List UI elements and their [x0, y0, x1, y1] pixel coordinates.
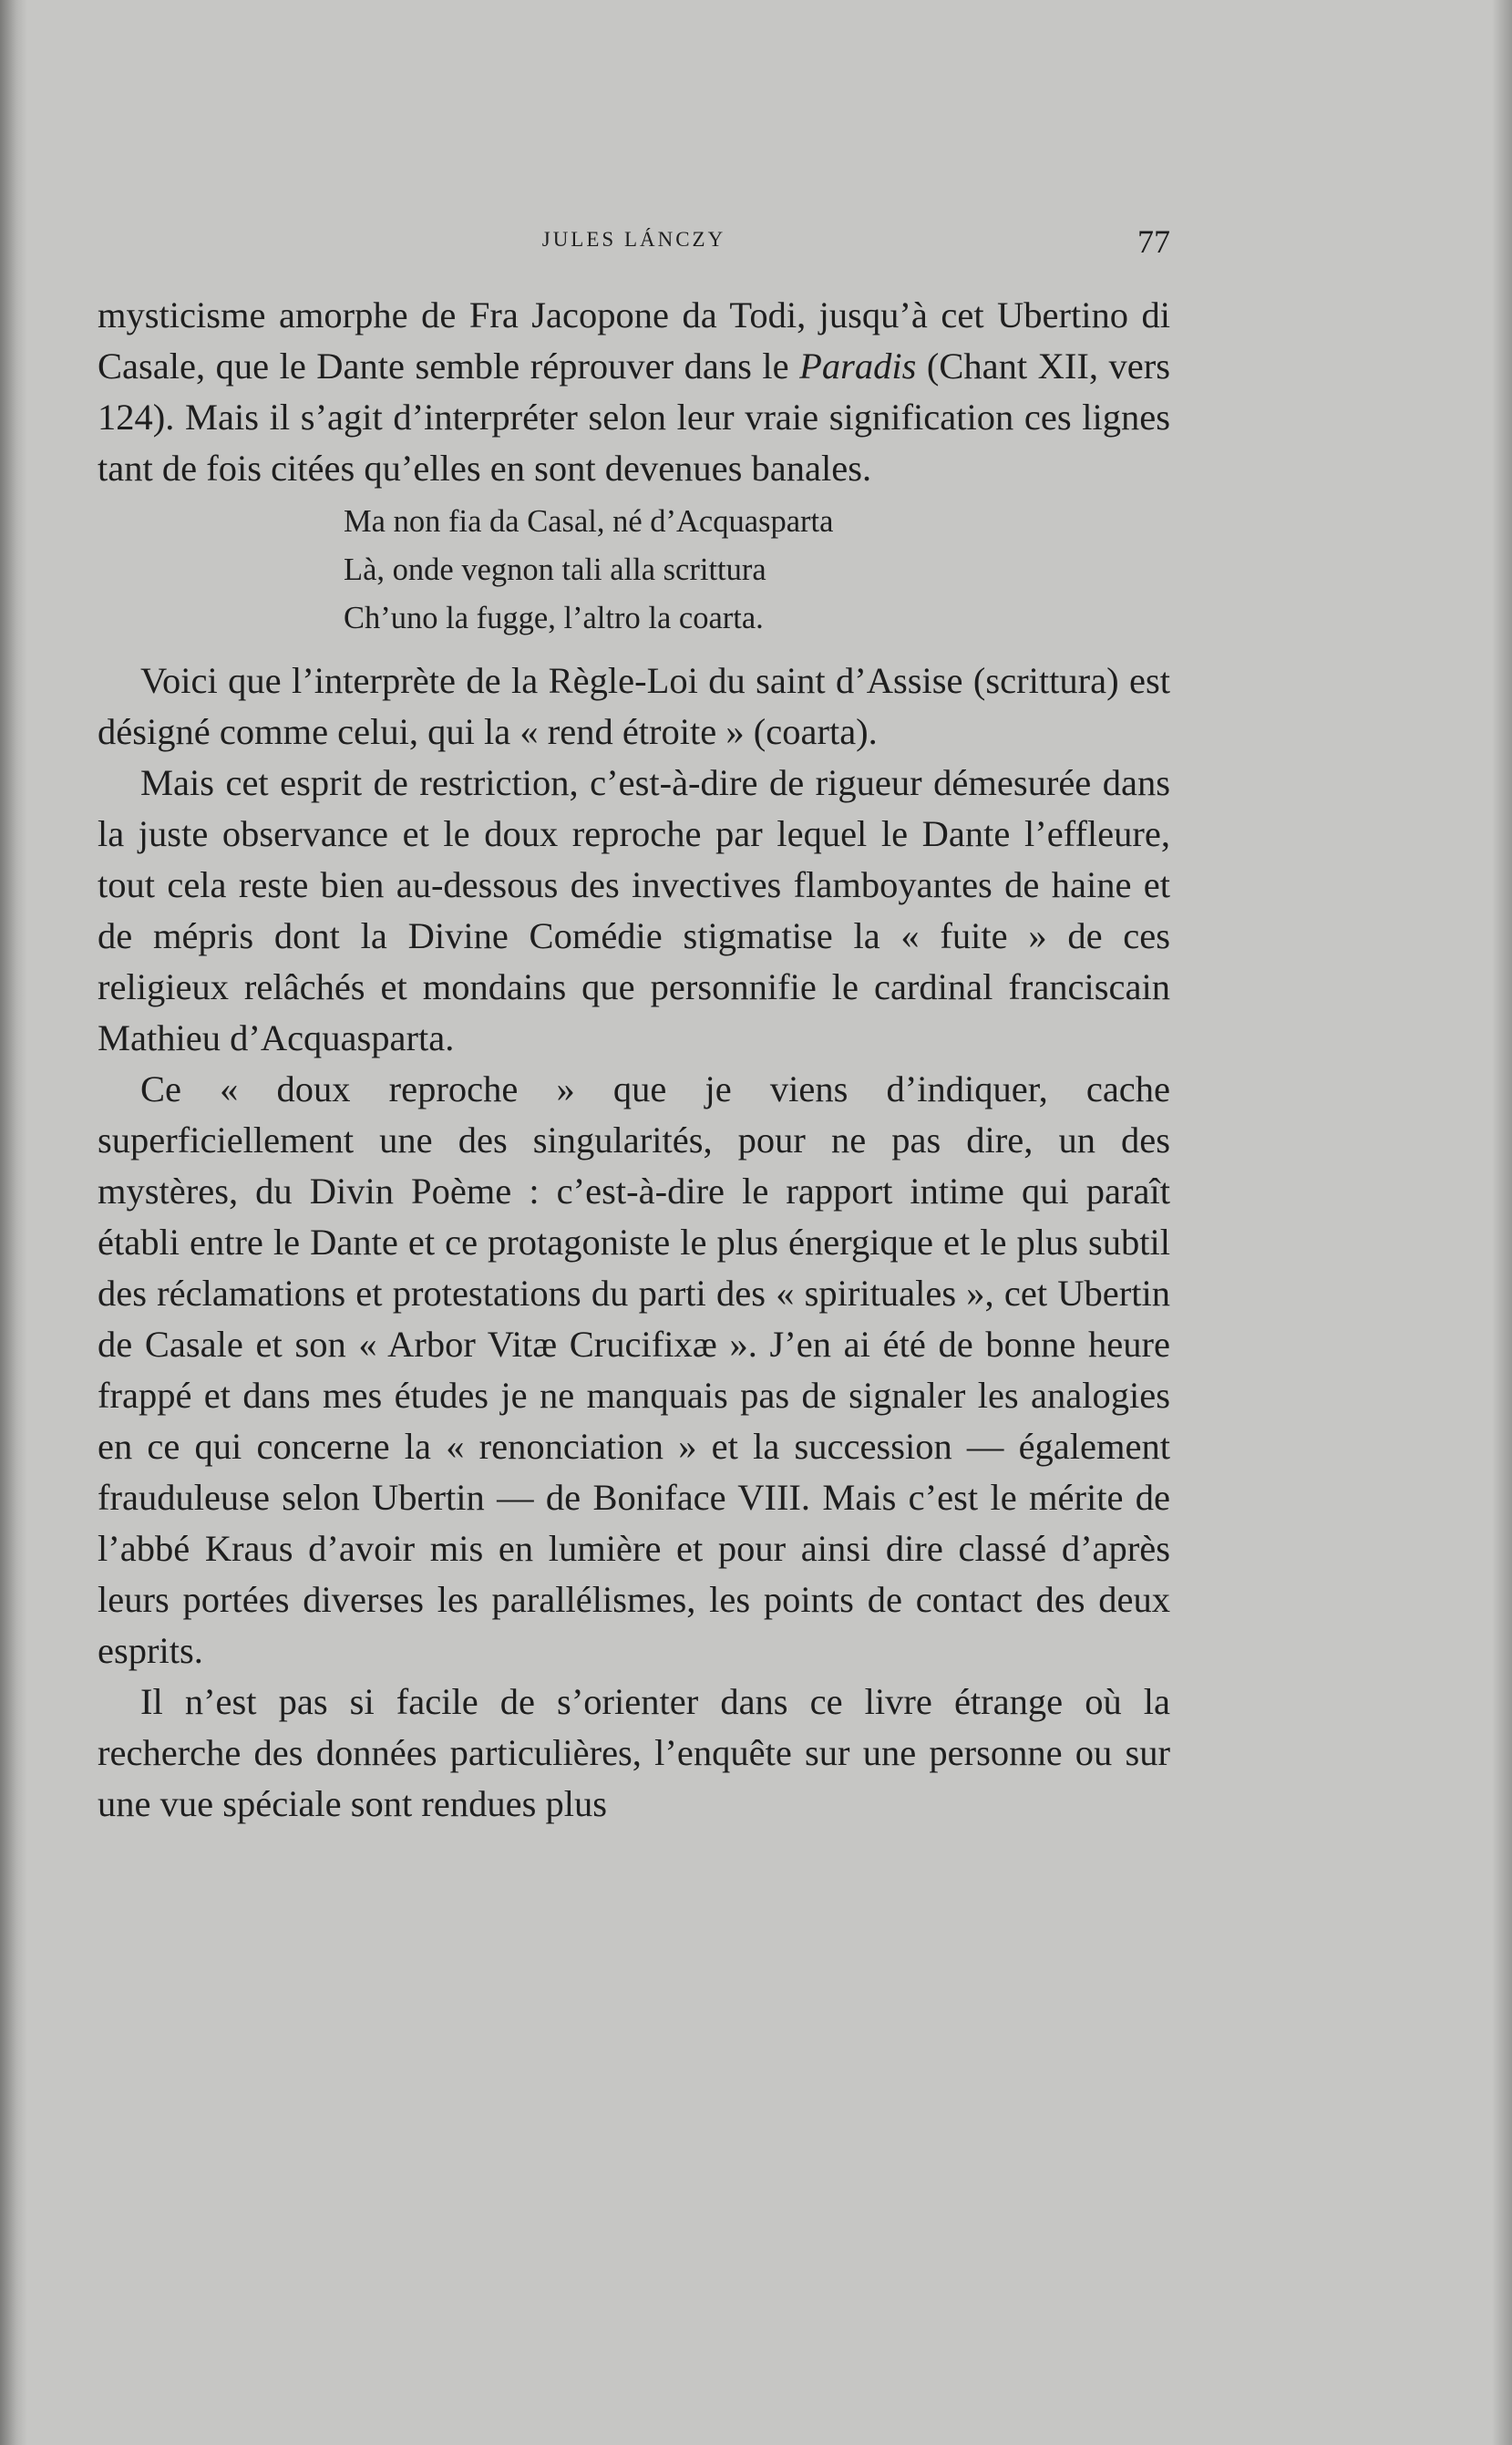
- verse-line-1: Ma non fia da Casal, né d’Acquasparta: [344, 504, 834, 539]
- paragraph-5: Il n’est pas si facile de s’orienter dans ce livre étrange où la recherche des données particulières, l’enquête sur une personne ou sur une vue spéciale sont rendues plus: [98, 1681, 1170, 1824]
- paragraph-2: Voici que l’interprète de la Règle-Loi du saint d’Assise (scrittura) est désigné comme celui, qui la « rend étroite » (coarta).: [98, 660, 1170, 752]
- page-header: [98, 223, 1170, 264]
- paragraph-1: [98, 290, 1170, 494]
- page-number: 77: [1137, 223, 1170, 260]
- page-edge-shadow-left: [0, 0, 27, 2445]
- body-text: [98, 290, 1170, 1830]
- verse-quote: [344, 498, 1170, 643]
- paragraph-4: Ce « doux reproche » que je viens d’indiquer, cache superficiellement une des singularités, pour ne pas dire, un des mystères, du Divin Poème : c’est-à-dire le rapport intime qui paraît établi entre le Dante et ce protagoniste le plus énergique et le plus subtil des réclamations et protestations du parti des « spirituales », cet Ubertin de Casale et son « Arbor Vitæ Crucifixæ ». J’en ai été de bonne heure frappé et dans mes études je ne manquais pas de signaler les analogies en ce qui concerne la « renonciation » et la succession — également frauduleuse selon Ubertin — de Boniface VIII. Mais c’est le mérite de l’abbé Kraus d’avoir mis en lumière et pour ainsi dire classé d’après leurs portées diverses les parallélismes, les points de contact des deux esprits.: [98, 1068, 1170, 1671]
- running-head: JULES LÁNCZY: [541, 228, 726, 251]
- verse-line-2: Là, onde vegnon tali alla scrittura: [344, 552, 766, 587]
- paragraph-3: Mais cet esprit de restriction, c’est-à-dire de rigueur démesurée dans la juste observance et le doux reproche par lequel le Dante l’effleure, tout cela reste bien au-dessous des invectives flamboyantes de haine et de mépris dont la Divine Comédie stigmatise la « fuite » de ces religieux relâchés et mondains que personnifie le cardinal franciscain Mathieu d’Acquasparta.: [98, 762, 1170, 1058]
- verse-line-3: Ch’uno la fugge, l’altro la coarta.: [344, 601, 764, 635]
- paragraph-1-text-a: mysticisme amorphe de Fra Jacopone da Todi, jusqu’à cet Ubertino di Casale, que le Dante semble réprouver dans le: [98, 294, 1170, 387]
- paragraph-1-italic-title: Paradis: [799, 346, 917, 387]
- page-edge-shadow-right: [1492, 0, 1512, 2445]
- paragraph-1-text-b: (Chant XII, vers 124). Mais il s’agit d’interpréter selon leur vraie signification ces lignes tant de fois citées qu’elles en sont devenues banales.: [98, 346, 1170, 489]
